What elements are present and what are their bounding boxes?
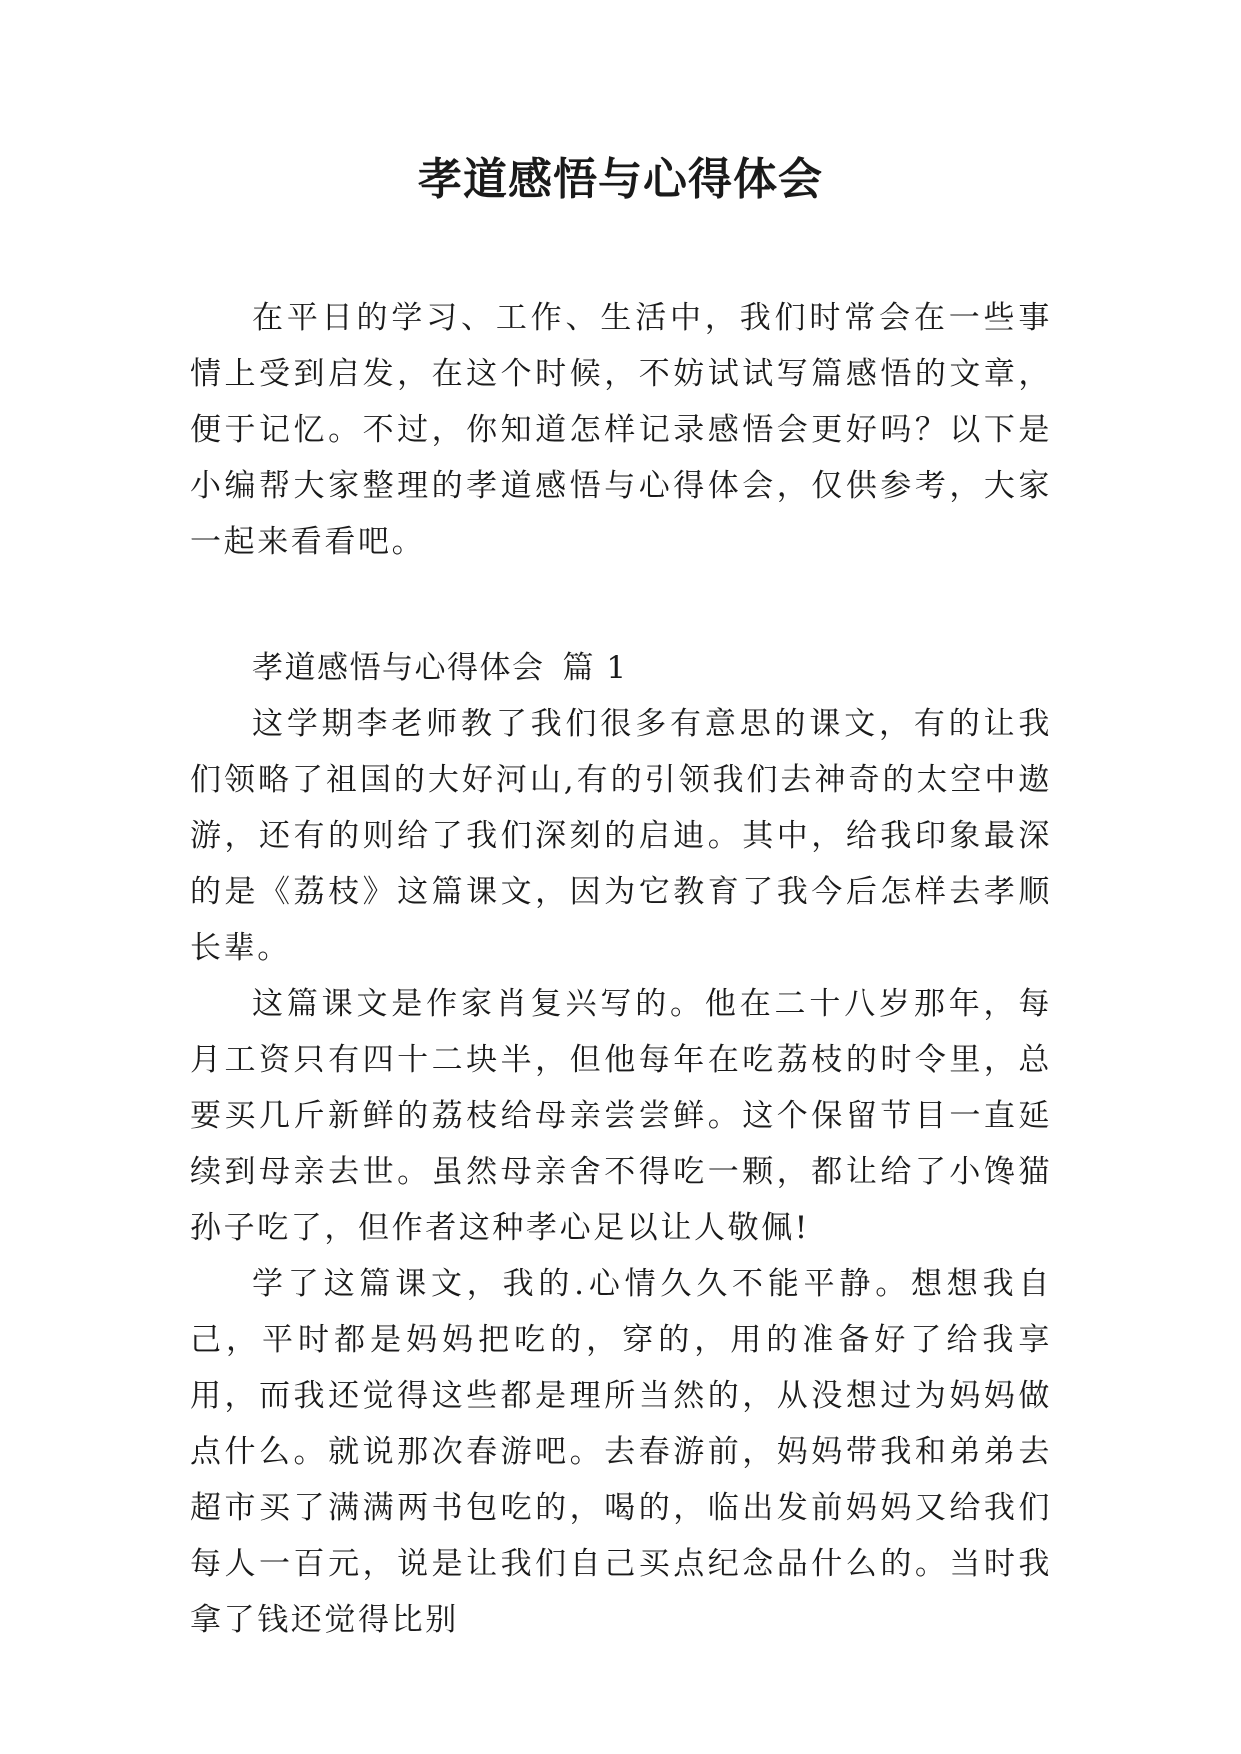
section-heading <box>190 640 1052 696</box>
body-paragraph: 这篇课文是作家肖复兴写的。他在二十八岁那年，每月工资只有四十二块半，但他每年在吃荔枝的时令里，总要买几斤新鲜的荔枝给母亲尝尝鲜。这个保留节目一直延续到母亲去世。虽然母亲舍不得吃一颗，都让给了小馋猫孙子吃了，但作者这种孝心足以让人敬佩! <box>190 986 1052 1246</box>
section-number: 篇 1 <box>562 650 628 686</box>
body-paragraph: 学了这篇课文，我的.心情久久不能平静。想想我自己，平时都是妈妈把吃的，穿的，用的准备好了给我享用，而我还觉得这些都是理所当然的，从没想过为妈妈做点什么。就说那次春游吧。去春游前，妈妈带我和弟弟去超市买了满满两书包吃的，喝的，临出发前妈妈又给我们每人一百元，说是让我们自己买点纪念品什么的。当时我拿了钱还觉得比别 <box>190 1266 1052 1638</box>
intro-paragraph: 在平日的学习、工作、生活中，我们时常会在一些事情上受到启发，在这个时候，不妨试试写篇感悟的文章，便于记忆。不过，你知道怎样记录感悟会更好吗？以下是小编帮大家整理的孝道感悟与心得体会，仅供参考，大家一起来看看吧。 <box>190 300 1052 560</box>
section-heading-title: 孝道感悟与心得体会 <box>252 650 545 686</box>
document-title: 孝道感悟与心得体会 <box>418 154 823 205</box>
body-paragraph: 这学期李老师教了我们很多有意思的课文，有的让我们领略了祖国的大好河山,有的引领我们去神奇的太空中遨游，还有的则给了我们深刻的启迪。其中，给我印象最深的是《荔枝》这篇课文，因为它教育了我今后怎样去孝顺长辈。 <box>190 706 1052 966</box>
document-body <box>190 290 1052 1648</box>
